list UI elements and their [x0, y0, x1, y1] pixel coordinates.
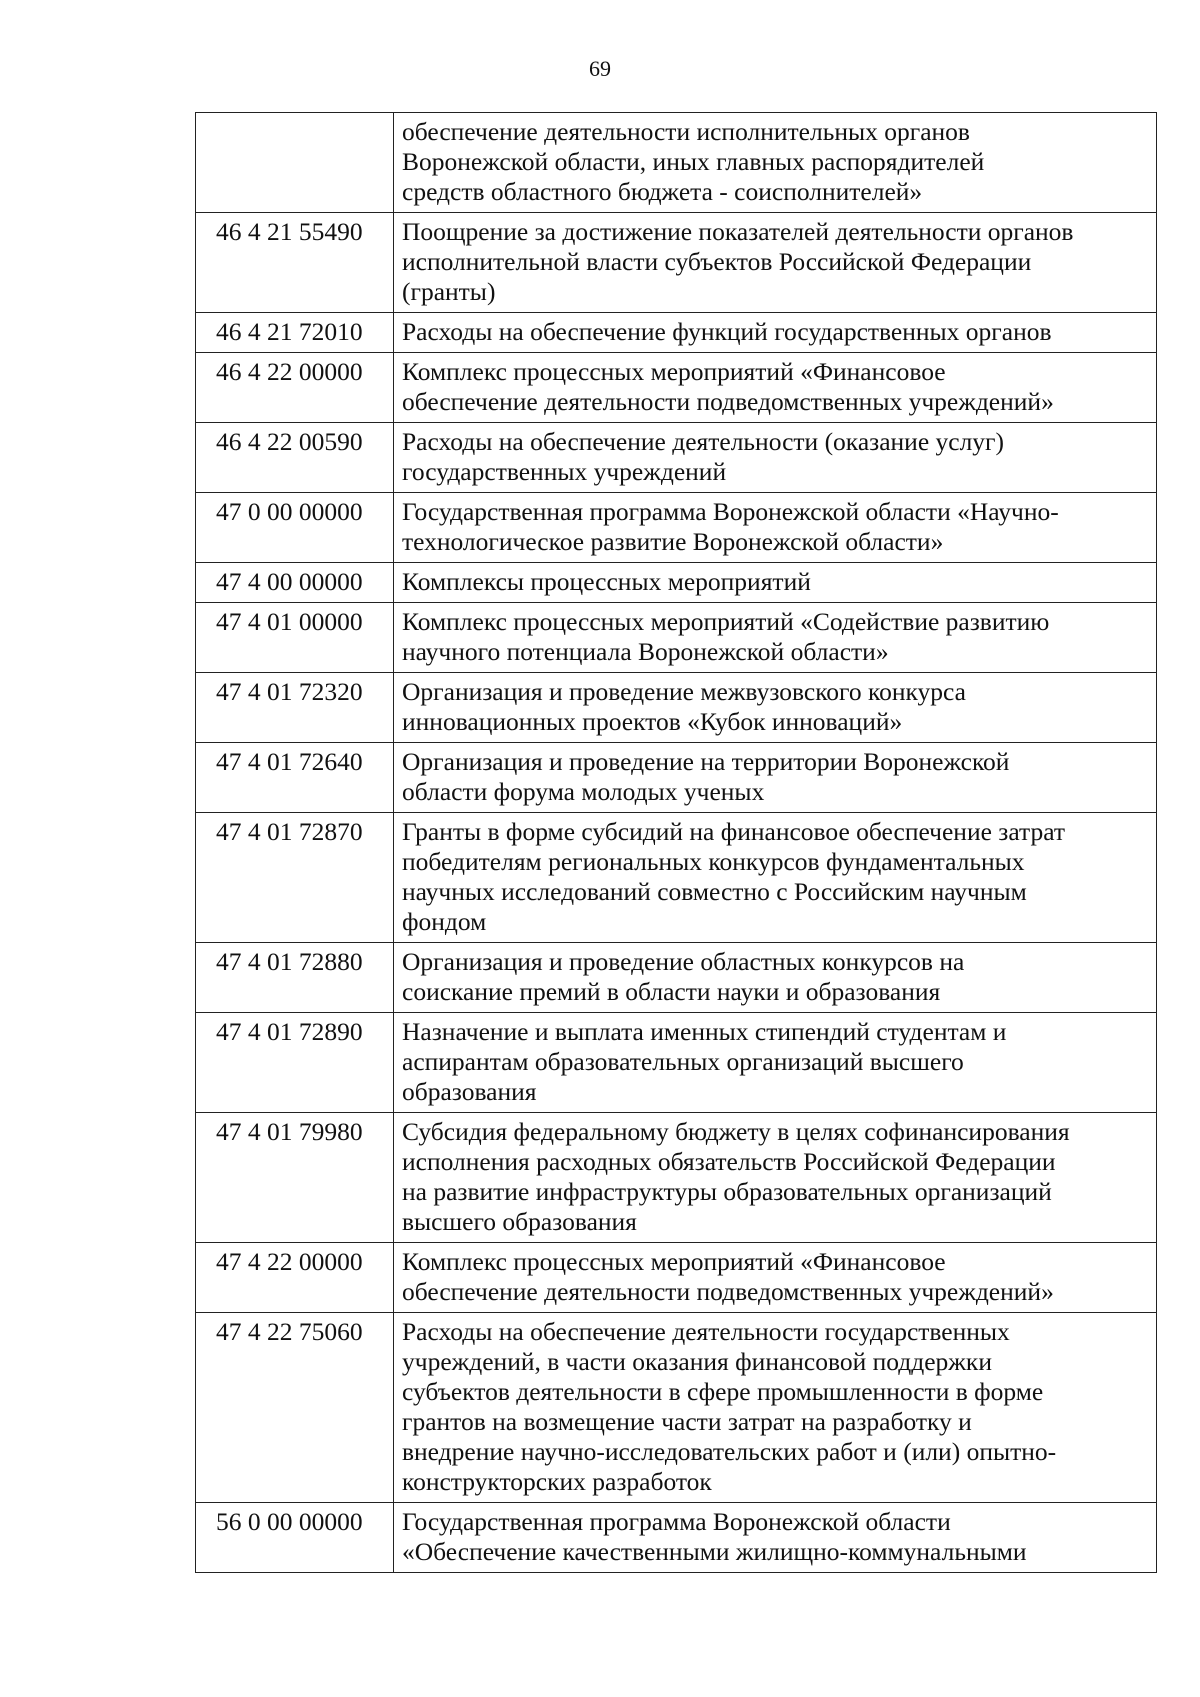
row-description [394, 213, 1157, 313]
description-line: обеспечение деятельности подведомственных учреждений» [402, 1277, 1054, 1306]
budget-classification-table [195, 112, 1157, 1573]
row-code: 46 4 21 72010 [196, 313, 394, 353]
description-line: (гранты) [402, 277, 496, 306]
description-line: Комплекс процессных мероприятий «Финансовое [402, 357, 946, 386]
row-description [394, 1503, 1157, 1573]
description-line: технологическое развитие Воронежской области» [402, 527, 944, 556]
table-row [196, 743, 1157, 813]
table-row [196, 1313, 1157, 1503]
table-row [196, 563, 1157, 603]
row-description [394, 113, 1157, 213]
description-line: фондом [402, 907, 487, 936]
description-line: соискание премий в области науки и образования [402, 977, 941, 1006]
description-line: инновационных проектов «Кубок инноваций» [402, 707, 903, 736]
description-line: Организация и проведение на территории Воронежской [402, 747, 1010, 776]
row-description [394, 313, 1157, 353]
description-line: Расходы на обеспечение деятельности (оказание услуг) [402, 427, 1005, 456]
table-row [196, 213, 1157, 313]
table-row [196, 493, 1157, 563]
row-code: 47 4 01 72870 [196, 813, 394, 943]
row-description [394, 563, 1157, 603]
row-description [394, 603, 1157, 673]
row-code: 46 4 21 55490 [196, 213, 394, 313]
table-row [196, 353, 1157, 423]
table-row [196, 313, 1157, 353]
description-line: научного потенциала Воронежской области» [402, 637, 889, 666]
row-code: 47 4 00 00000 [196, 563, 394, 603]
row-code [196, 113, 394, 213]
table-row [196, 813, 1157, 943]
table-row [196, 113, 1157, 213]
description-line: Гранты в форме субсидий на финансовое обеспечение затрат [402, 817, 1066, 846]
description-line: Организация и проведение областных конкурсов на [402, 947, 965, 976]
description-line: Организация и проведение межвузовского конкурса [402, 677, 966, 706]
description-line: Воронежской области, иных главных распорядителей [402, 147, 985, 176]
description-line: средств областного бюджета - соисполнителей» [402, 177, 923, 206]
description-line: победителям региональных конкурсов фундаментальных [402, 847, 1025, 876]
description-line: на развитие инфраструктуры образовательных организаций [402, 1177, 1052, 1206]
table-row [196, 673, 1157, 743]
description-line: аспирантам образовательных организаций высшего [402, 1047, 964, 1076]
row-code: 47 4 22 00000 [196, 1243, 394, 1313]
description-line: высшего образования [402, 1207, 637, 1236]
table-row [196, 423, 1157, 493]
row-code: 46 4 22 00000 [196, 353, 394, 423]
row-code: 47 4 01 72640 [196, 743, 394, 813]
row-description [394, 673, 1157, 743]
table-row [196, 1243, 1157, 1313]
row-code: 47 4 01 79980 [196, 1113, 394, 1243]
description-line: Расходы на обеспечение функций государственных органов [402, 317, 1052, 346]
row-description [394, 1243, 1157, 1313]
description-line: Государственная программа Воронежской области «Научно- [402, 497, 1059, 526]
row-code: 47 4 22 75060 [196, 1313, 394, 1503]
row-code: 47 4 01 72880 [196, 943, 394, 1013]
row-code: 47 4 01 00000 [196, 603, 394, 673]
table-row [196, 1013, 1157, 1113]
row-description [394, 743, 1157, 813]
table-row [196, 603, 1157, 673]
row-description [394, 423, 1157, 493]
description-line: области форума молодых ученых [402, 777, 765, 806]
description-line: грантов на возмещение части затрат на разработку и [402, 1407, 972, 1436]
table-body [196, 113, 1157, 1573]
description-line: исполнения расходных обязательств Российской Федерации [402, 1147, 1056, 1176]
description-line: Субсидия федеральному бюджету в целях софинансирования [402, 1117, 1070, 1146]
description-line: субъектов деятельности в сфере промышленности в форме [402, 1377, 1044, 1406]
description-line: Назначение и выплата именных стипендий студентам и [402, 1017, 1007, 1046]
row-description [394, 1013, 1157, 1113]
row-code: 56 0 00 00000 [196, 1503, 394, 1573]
description-line: Комплекс процессных мероприятий «Финансовое [402, 1247, 946, 1276]
row-description [394, 493, 1157, 563]
row-description [394, 353, 1157, 423]
table-row [196, 1113, 1157, 1243]
description-line: Государственная программа Воронежской области [402, 1507, 951, 1536]
description-line: научных исследований совместно с Российским научным [402, 877, 1027, 906]
description-line: Поощрение за достижение показателей деятельности органов [402, 217, 1074, 246]
description-line: Расходы на обеспечение деятельности государственных [402, 1317, 1010, 1346]
page-number: 69 [589, 56, 611, 81]
description-line: государственных учреждений [402, 457, 727, 486]
description-line: конструкторских разработок [402, 1467, 712, 1496]
row-code: 47 0 00 00000 [196, 493, 394, 563]
description-line: «Обеспечение качественными жилищно-коммунальными [402, 1537, 1027, 1566]
description-line: Комплексы процессных мероприятий [402, 567, 811, 596]
description-line: обеспечение деятельности подведомственных учреждений» [402, 387, 1054, 416]
description-line: внедрение научно-исследовательских работ и (или) опытно- [402, 1437, 1057, 1466]
row-description [394, 1313, 1157, 1503]
row-code: 47 4 01 72890 [196, 1013, 394, 1113]
description-line: образования [402, 1077, 537, 1106]
table-row [196, 943, 1157, 1013]
row-description [394, 1113, 1157, 1243]
row-code: 47 4 01 72320 [196, 673, 394, 743]
row-code: 46 4 22 00590 [196, 423, 394, 493]
description-line: учреждений, в части оказания финансовой поддержки [402, 1347, 992, 1376]
table-row [196, 1503, 1157, 1573]
description-line: обеспечение деятельности исполнительных органов [402, 117, 970, 146]
row-description [394, 813, 1157, 943]
row-description [394, 943, 1157, 1013]
description-line: Комплекс процессных мероприятий «Содействие развитию [402, 607, 1050, 636]
description-line: исполнительной власти субъектов Российской Федерации [402, 247, 1032, 276]
